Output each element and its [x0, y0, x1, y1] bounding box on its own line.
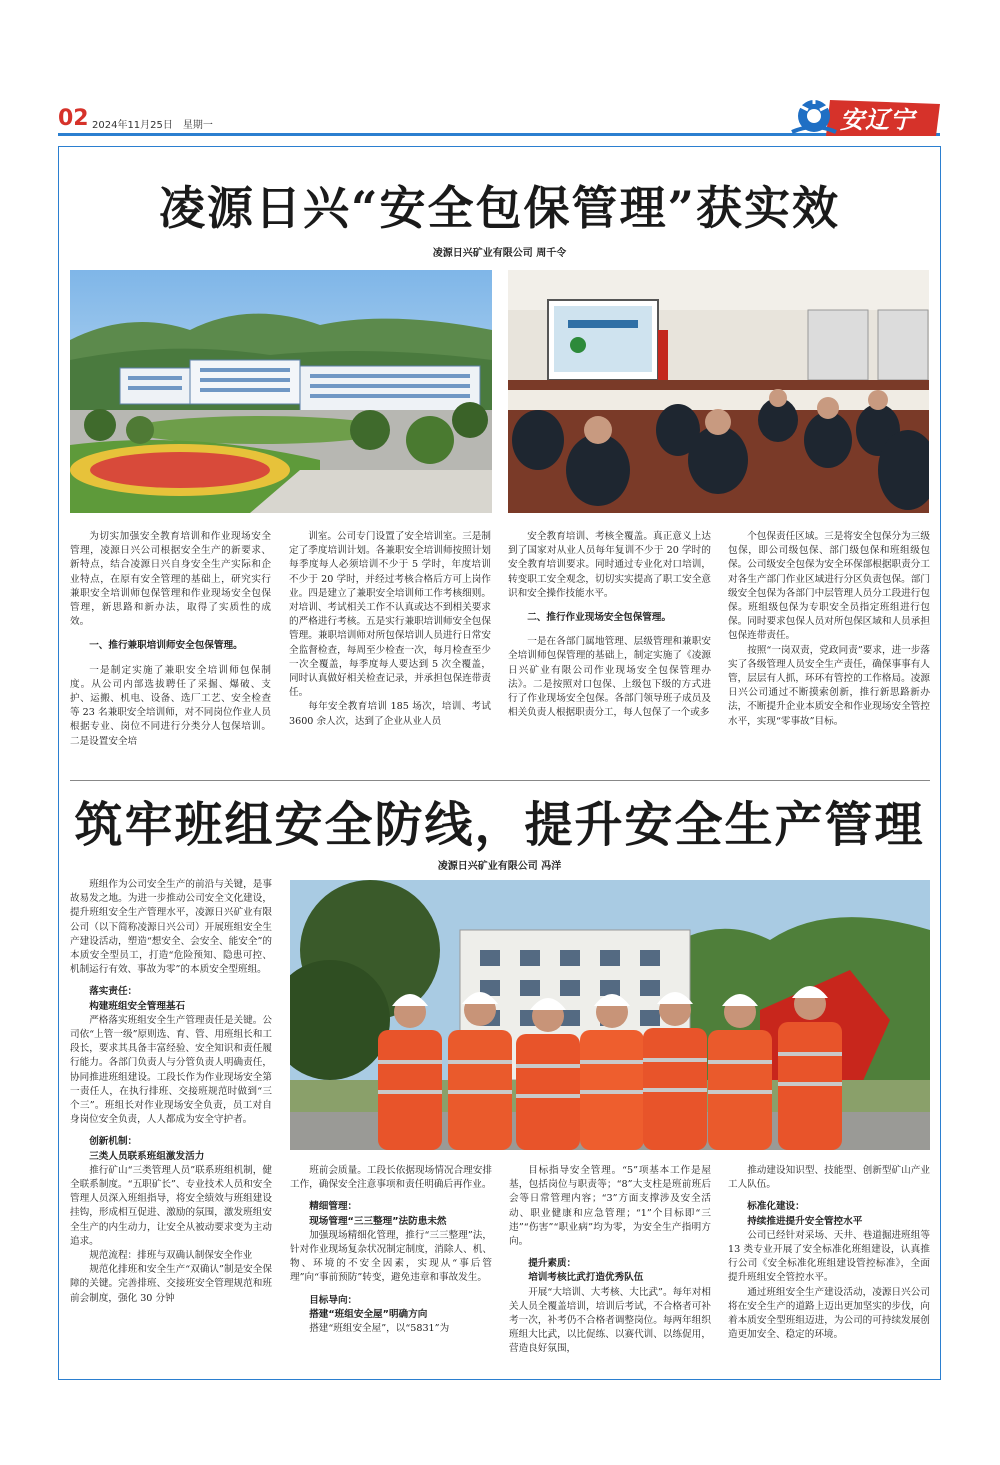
paragraph: 个包保责任区域。三是将安全包保分为三级包保，即公司级包保、部门级包保和班组级包保。公司级安全包保为安全环保部根据职责分工对各生产部门作业区域进行分区负责包保。部门级安全包保为各部门中层管理人员分工段进行包保。班组级包保为专职安全员指定班组进行包保。同时要求包保人员对所包保区域和人员承担包保连带责任。 [728, 531, 930, 642]
section-heading: 标准化建设： [747, 1201, 805, 1213]
paragraph: 安全教育培训、考核全覆盖。真正意义上达到了国家对从业人员每年复训不少于 20 学时的安全教育培训要求。同时通过专业化对口培训，转变职工安全观念，切切实实提高了职工安全意识和安全操作技能水平。 [508, 531, 711, 599]
article1-byline: 凌源日兴矿业有限公司 周千令 [432, 248, 567, 259]
article1-photo-meeting [508, 270, 929, 513]
section-heading: 持续推进提升安全管控水平 [747, 1215, 863, 1227]
section-heading: 提升素质： [528, 1258, 577, 1270]
paragraph: 一是在各部门属地管理、层级管理和兼职安全培训师包保管理的基础上，制定实施了《凌源日兴矿业有限公司作业现场安全包保管理办法》。二是按照对口包保、上级包下级的方式进行了作业现场安全包保。各部门领导班子成员及相关负责人根据职责分工，每人包保了一个或多 [508, 636, 711, 719]
paragraph: 规范流程：排班与双确认制保安全作业 [89, 1250, 253, 1262]
section-heading: 二、推行作业现场安全包保管理。 [527, 612, 672, 624]
paragraph: 目标指导安全管理。“5”项基本工作是屋基，包括岗位与职责等；“8”大支柱是班前班后会等日常管理内容；“3”方面支撑涉及安全活动、职业健康和应急管理；“1”个目标即“三违”“伤害”“职业病”均为零，为安全生产指明方向。 [509, 1165, 711, 1248]
section-heading: 构建班组安全管理基石 [89, 1000, 186, 1012]
article1-column-2 [289, 530, 491, 729]
article1-column-4 [728, 530, 930, 729]
paragraph: 公司已经针对采场、天井、巷道掘进班组等 13 类专业开展了安全标准化班组建设，认真推行公司《安全标准化班组建设管控标准》，全面提升班组安全管控水平。 [728, 1229, 930, 1284]
paragraph: 严格落实班组安全生产管理责任是关键。公司依“上管一级”原则选、育、管、用班组长和工段长，要求其具备丰富经验、安全知识和责任履行能力。各部门负责人与分管负责人明确责任，协同推进班组建设。工段长作为作业现场安全第一责任人，在执行排班、交接班规范时做到“三个三”。班组长对作业现场安全负责，员工对自身岗位安全负责，人人都成为安全守护者。 [70, 1014, 272, 1126]
paragraph: 通过班组安全生产建设活动，凌源日兴公司将在安全生产的道路上迈出更加坚实的步伐，向着本质安全型班组迈进，为公司的可持续发展创造更加安全、稳定的环境。 [728, 1286, 930, 1341]
section-heading: 创新机制： [89, 1136, 138, 1148]
paragraph: 训室。公司专门设置了安全培训室。三是制定了季度培训计划。各兼职安全培训师按照计划每季度每人必须培训不少于 5 学时，年度培训不少于 20 学时，并经过考核合格后方可上岗作业。四是建立了兼职安全培训师工作考核细则。对培训、考试相关工作不认真或达不到相关要求的严格进行考核。五是实行兼职培训师安全包保管理。兼职培训师对所包保培训人员进行日常安全监督检查，每周至少检查一次，每月检查至少一次全覆盖，每季度每人要达到 5 次全覆盖，同时认真做好相关检查记录，并承担包保连带责任。 [289, 531, 491, 699]
section-heading: 现场管理“三三整理”法防患未然 [309, 1215, 447, 1227]
paragraph: 班组作为公司安全生产的前沿与关键，是事故易发之地。为进一步推动公司安全文化建设，提升班组安全生产管理水平，凌源日兴矿业有限公司（以下简称凌源日兴公司）开展班组安全生产建设活动，塑造“想安全、会安全、能安全”的本质安全型员工，打造“危险预知、隐患可控、机制运行有效、事故为零”的本质安全型班组。 [70, 879, 272, 976]
paragraph: 按照“一岗双责，党政同责”要求，进一步落实了各级管理人员安全生产责任，确保事事有人管，层层有人抓，环环有管控的工作格局。凌源日兴公司通过不断摸索创新，推行新思路新办法，不断提升企业本质安全和作业现场安全管控水平，实现“零事故”目标。 [728, 644, 930, 727]
paragraph: 规范化排班和安全生产“双确认”制是安全保障的关键。完善排班、交接班安全管理规范和班前会制度，强化 30 分钟 [70, 1264, 272, 1304]
article2-column-1 [70, 878, 272, 1306]
section-heading: 三类人员联系班组激发活力 [89, 1150, 205, 1162]
paragraph: 加强现场精细化管理，推行“三三整理”法，针对作业现场复杂状况制定制度，消除人、机、物、环境的不安全因素，实现从“事后管理”向“事前预防”转变，避免违章和事故发生。 [290, 1229, 492, 1284]
section-heading: 精细管理： [309, 1201, 358, 1213]
paragraph: 推行矿山“三类管理人员”联系班组机制，健全联系制度。“五职矿长”、专业技术人员和安全管理人员深入班组指导，将安全绩效与班组建设挂钩，形成相互促进、激励的氛围，激发班组安全生产的内生动力，让安全从被动要求变为主动追求。 [70, 1164, 272, 1247]
section-divider [70, 780, 930, 781]
paragraph: 每年安全教育培训 185 场次，培训、考试 3600 余人次，达到了企业从业人员 [289, 701, 491, 727]
page-number: 02 [58, 106, 89, 131]
article2-title: 筑牢班组安全防线，提升安全生产管理 [74, 797, 925, 853]
paragraph: 搭建“班组安全屋”，以“5831”为 [309, 1323, 450, 1335]
article1-column-1 [70, 530, 271, 749]
article2-photo-team [290, 880, 930, 1150]
article2-column-2 [290, 1164, 492, 1336]
section-heading: 落实责任： [89, 986, 138, 998]
paragraph: 一是制定实施了兼职安全培训师包保制度。从公司内部选拔聘任了采掘、爆破、支护、运搬、机电、设备、选厂工艺、安全检查等 23 名兼职安全培训师，对不同岗位作业人员根据专业、岗位不同进行分类分人包保培训。二是设置安全培 [70, 664, 271, 747]
article1-title: 凌源日兴“安全包保管理”获实效 [159, 181, 840, 235]
article2-byline: 凌源日兴矿业有限公司 冯洋 [437, 861, 562, 872]
section-heading: 搭建“班组安全屋”明确方向 [309, 1308, 428, 1320]
section-heading: 一、推行兼职培训师安全包保管理。 [89, 640, 243, 652]
logo-text: 安辽宁 [840, 106, 915, 134]
article1-column-3 [508, 530, 711, 720]
paragraph: 推动建设知识型、技能型、创新型矿山产业工人队伍。 [728, 1165, 930, 1191]
paragraph: 班前会质量。工段长依据现场情况合理安排工作，确保安全注意事项和责任明确后再作业。 [290, 1165, 492, 1191]
paragraph: 开展“大培训、大考核、大比武”。每年对相关人员全覆盖培训，培训后考试，不合格者可补考一次，补考仍不合格者调整岗位。每两年组织班组大比武，以比促练、以赛代训、以练促用，营造良好氛围， [509, 1286, 711, 1355]
article2-column-4 [728, 1164, 930, 1342]
issue-date: 2024年11月25日 星期一 [92, 120, 213, 131]
article1-photo-building [70, 270, 492, 513]
article2-column-3 [509, 1164, 711, 1357]
section-heading: 培训考核比武打造优秀队伍 [528, 1272, 644, 1284]
section-heading: 目标导向： [309, 1294, 358, 1306]
paragraph: 为切实加强安全教育培训和作业现场安全管理，凌源日兴公司根据安全生产的新要求、新特点，结合凌源日兴自身安全生产实际和企业特点，在原有安全管理的基础上，研究实行兼职安全培训师包保管理和作业现场安全包保管理，新思路和新办法，取得了实质性的成效。 [70, 531, 271, 628]
